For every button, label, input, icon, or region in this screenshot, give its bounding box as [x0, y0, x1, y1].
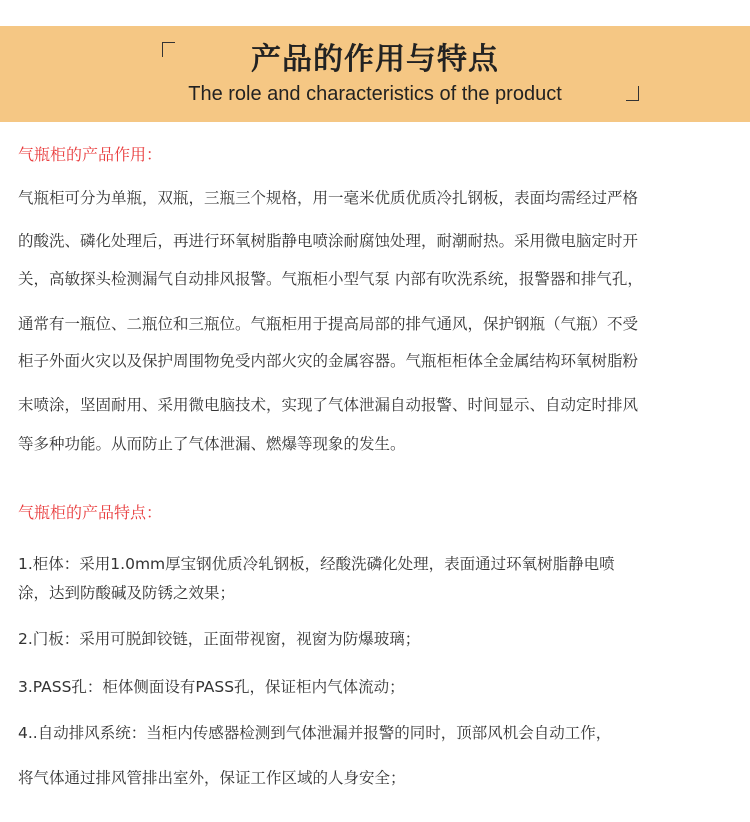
page-subtitle: The role and characteristics of the product: [188, 83, 562, 105]
feature-item: 涂，达到防酸碱及防锈之效果；: [18, 584, 236, 602]
feature-item: 1.柜体：采用1.0mm厚宝钢优质冷轧钢板，经酸洗磷化处理，表面通过环氧树脂静电喷: [18, 555, 615, 573]
paragraph-line: 的酸洗、磷化处理后，再进行环氧树脂静电喷涂耐腐蚀处理，耐潮耐热。采用微电脑定时开: [18, 232, 639, 250]
header-banner: [0, 26, 750, 122]
section-heading-function: 气瓶柜的产品作用：: [18, 145, 163, 164]
feature-item: 3.PASS孔：柜体侧面设有PASS孔，保证柜内气体流动；: [18, 678, 405, 696]
section-heading-features: 气瓶柜的产品特点：: [18, 503, 163, 522]
paragraph-line: 通常有一瓶位、二瓶位和三瓶位。气瓶柜用于提高局部的排气通风，保护钢瓶（气瓶）不受: [18, 315, 639, 333]
paragraph-line: 气瓶柜可分为单瓶，双瓶，三瓶三个规格，用一毫米优质优质冷扎钢板，表面均需经过严格: [18, 189, 639, 207]
paragraph-line: 等多种功能。从而防止了气体泄漏、燃爆等现象的发生。: [18, 435, 406, 453]
feature-item: 将气体通过排风管排出室外，保证工作区域的人身安全；: [18, 769, 406, 787]
paragraph-line: 关，高敏探头检测漏气自动排风报警。气瓶柜小型气泵 内部有吹洗系统，报警器和排气孔，: [18, 270, 643, 288]
paragraph-line: 末喷涂，坚固耐用、采用微电脑技术，实现了气体泄漏自动报警、时间显示、自动定时排风: [18, 396, 639, 414]
paragraph-line: 柜子外面火灾以及保护周围物免受内部火灾的金属容器。气瓶柜柜体全金属结构环氧树脂粉: [18, 352, 639, 370]
feature-item: 4..自动排风系统：当柜内传感器检测到气体泄漏并报警的同时，顶部风机会自动工作，: [18, 724, 612, 742]
page-title: 产品的作用与特点: [251, 42, 499, 77]
feature-item: 2.门板：采用可脱卸铰链，正面带视窗，视窗为防爆玻璃；: [18, 630, 421, 648]
